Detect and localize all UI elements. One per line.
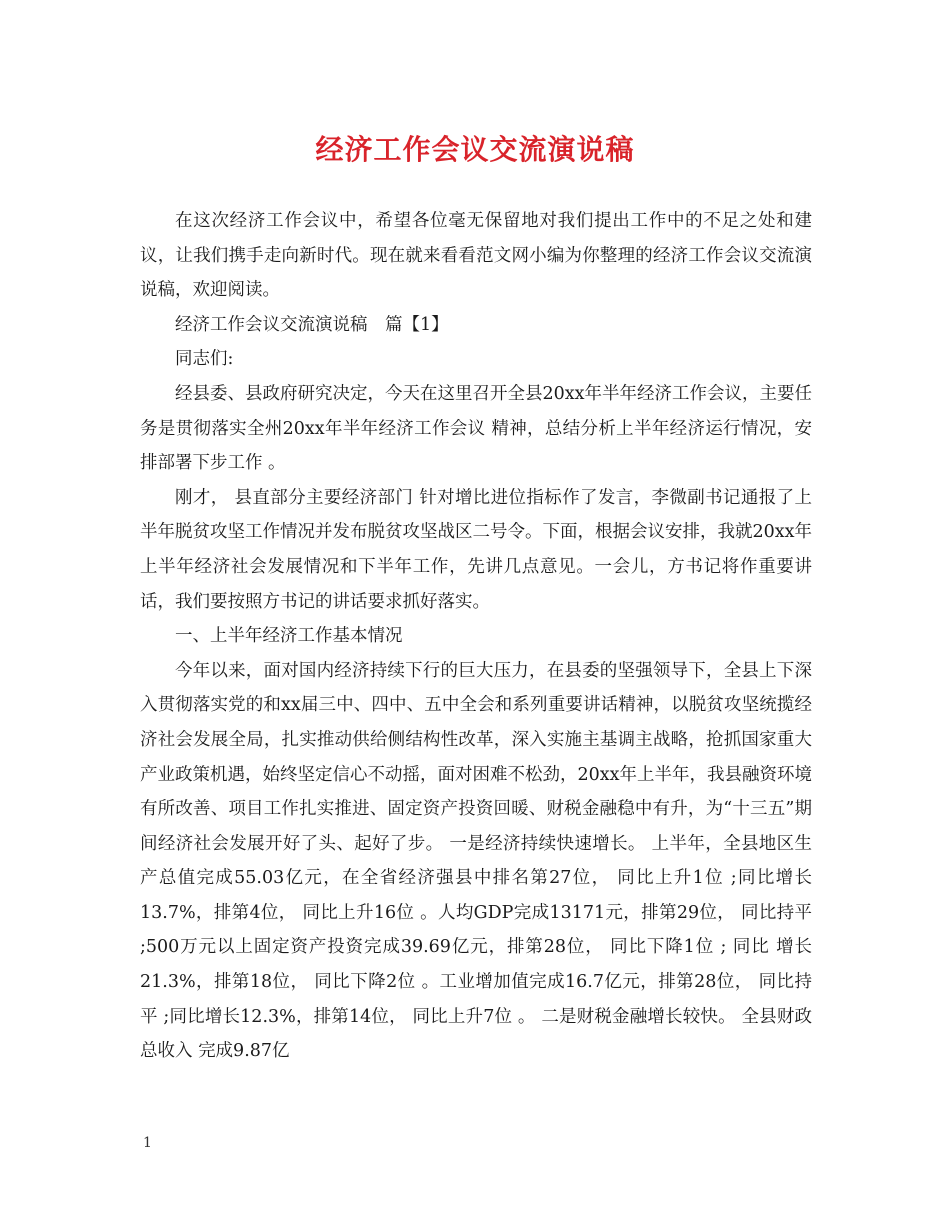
- paragraph-economic-summary: 今年以来，面对国内经济持续下行的巨大压力，在县委的坚强领导下，全县上下深入贯彻落实党的和xx届三中、四中、五中全会和系列重要讲话精神，以脱贫攻坚统揽经济社会发展全局，扎实推动供给侧结构性改革，深入实施主基调主战略，抢抓国家重大产业政策机遇，始终坚定信心不动摇，面对困难不松劲，20xx年上半年，我县融资环境有所改善、项目工作扎实推进、固定资产投资回暖、财税金融稳中有升，为“十三五”期间经济社会发展开好了头、起好了步。 一是经济持续快速增长。 上半年，全县地区生产总值完成55.03亿元，在全省经济强县中排名第27位， 同比上升1位 ;同比增长13.7%，排第4位， 同比上升16位 。人均GDP完成13171元，排第29位， 同比持平 ;500万元以上固定资产投资完成39.69亿元，排第28位， 同比下降1位 ; 同比 增长21.3%，排第18位， 同比下降2位 。工业增加值完成16.7亿元，排第28位， 同比持平 ;同比增长12.3%，排第14位， 同比上升7位 。 二是财税金融增长较快。 全县财政总收入 完成9.87亿: [140, 660, 813, 1062]
- page-number: 1: [143, 1135, 152, 1151]
- document-title: 经济工作会议交流演说稿: [315, 133, 635, 166]
- paragraph-section-heading: 经济工作会议交流演说稿 篇【1】: [175, 314, 449, 335]
- paragraph-meeting-purpose: 经县委、县政府研究决定，今天在这里召开全县20xx年半年经济工作会议，主要任务是贯彻落实全州20xx年半年经济工作会议 精神，总结分析上半年经济运行情况，安排部署下步工作 。: [140, 383, 813, 474]
- paragraph-salutation: 同志们:: [175, 349, 234, 370]
- paragraph-intro: 在这次经济工作会议中，希望各位毫无保留地对我们提出工作中的不足之处和建议，让我们携手走向新时代。现在就来看看范文网小编为你整理的经济工作会议交流演说稿，欢迎阅读。: [140, 211, 812, 301]
- paragraph-opening-remarks: 刚才， 县直部分主要经济部门 针对增比进位指标作了发言，李微副书记通报了上半年脱贫攻坚工作情况并发布脱贫攻坚战区二号令。下面，根据会议安排，我就20xx年上半年经济社会发展情况和下半年工作，先讲几点意见。一会儿，方书记将作重要讲话，我们要按照方书记的讲话要求抓好落实。: [140, 487, 813, 612]
- document-body: [140, 204, 812, 1069]
- paragraph-subheading: 一、上半年经济工作基本情况: [175, 626, 403, 647]
